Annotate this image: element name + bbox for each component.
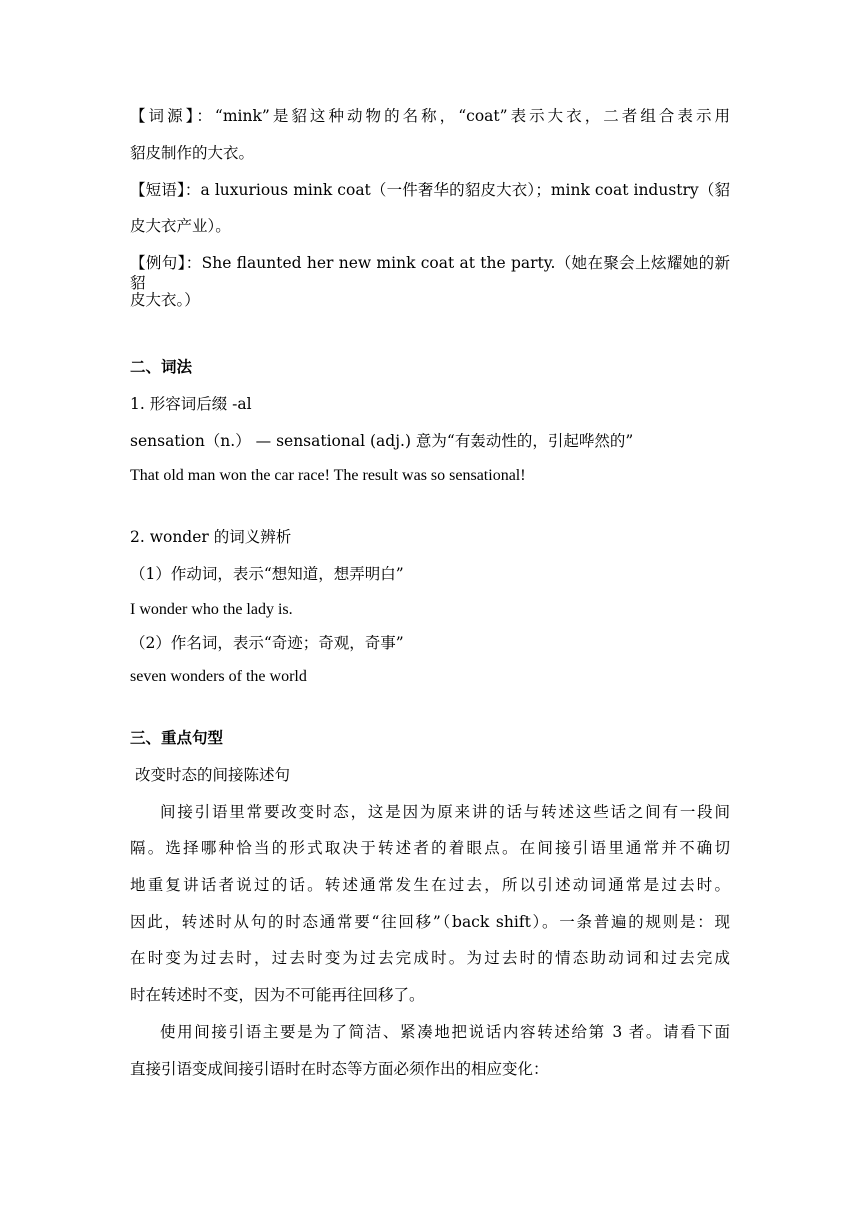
item-2-sub-1: （1）作动词，表示“想知道，想弄明白”	[130, 565, 404, 583]
item-2-sub-2: （2）作名词，表示“奇迹；奇观，奇事”	[130, 634, 404, 652]
para-1-line-6: 时在转述时不变，因为不可能再往回移了。	[130, 986, 425, 1004]
section-3-heading: 三、重点句型	[130, 728, 224, 747]
item-1-line-1: sensation（n.） — sensational (adj.) 意为“有轰动性的，引起哗然的”	[130, 432, 634, 450]
item-1-title: 1. 形容词后缀 -al	[130, 395, 252, 413]
phrases-line-1: 【短语】：a luxurious mink coat（一件奢华的貂皮大衣）；mink coat industry（貂	[130, 181, 730, 199]
example-line-1: 【例句】：She flaunted her new mink coat at the party.（她在聚会上炫耀她的新貂	[130, 254, 730, 292]
para-2-line-1: 使用间接引语主要是为了简洁、紧凑地把说话内容转述给第 3 者。请看下面	[160, 1023, 730, 1041]
item-1-line-2: That old man won the car race! The result was so sensational!	[130, 467, 526, 484]
item-2-sub-1-example: I wonder who the lady is.	[130, 601, 293, 618]
para-1-line-4: 因此，转述时从句的时态通常要“往回移”（back shift）。一条普遍的规则是：现	[130, 913, 730, 931]
etymology-line-2: 貂皮制作的大衣。	[130, 144, 255, 162]
para-1-line-3: 地重复讲话者说过的话。转述通常发生在过去，所以引述动词通常是过去时。	[130, 876, 730, 894]
para-1-line-1: 间接引语里常要改变时态，这是因为原来讲的话与转述这些话之间有一段间	[160, 803, 730, 821]
para-1-line-5: 在时变为过去时，过去时变为过去完成时。为过去时的情态助动词和过去完成	[130, 949, 730, 967]
item-2-sub-2-example: seven wonders of the world	[130, 668, 307, 685]
para-1-line-2: 隔。选择哪种恰当的形式取决于转述者的着眼点。在间接引语里通常并不确切	[130, 839, 730, 857]
phrases-line-2: 皮大衣产业）。	[130, 217, 231, 235]
section-3-subtitle: 改变时态的间接陈述句	[135, 766, 291, 784]
etymology-line-1: 【词源】：“mink”是貂这种动物的名称，“coat”表示大衣，二者组合表示用	[130, 107, 730, 125]
para-2-line-2: 直接引语变成间接引语时在时态等方面必须作出的相应变化：	[130, 1060, 549, 1078]
section-2-heading: 二、词法	[130, 357, 193, 376]
item-2-title: 2. wonder 的词义辨析	[130, 528, 292, 546]
example-line-2: 皮大衣。）	[130, 291, 200, 309]
